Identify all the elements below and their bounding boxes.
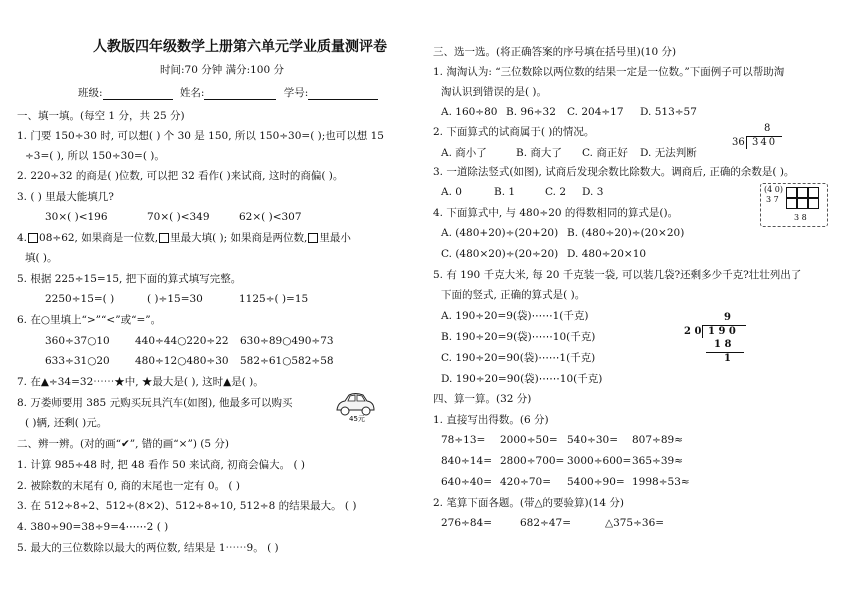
- option: B. 190÷20=9(袋)⋯⋯10(千克): [441, 331, 596, 343]
- fill-q3-item: 70×( )<349: [147, 211, 210, 223]
- digit-box: [786, 187, 797, 198]
- section-3-heading: 三、选一选。(将正确答案的序号填在括号里)(10 分): [433, 46, 677, 58]
- q4-number: 4.: [17, 232, 28, 244]
- division-figure-q3: [760, 183, 828, 227]
- fill-q5: 5. 根据 225÷15=15, 把下面的算式填写完整。: [17, 273, 242, 285]
- divisor: 36: [732, 137, 745, 148]
- division-bracket: [702, 325, 703, 338]
- choose-q5-line1: 5. 有 190 千克大米, 每 20 千克装一袋, 可以装几袋?还剩多少千克?壮壮列出了: [433, 269, 802, 281]
- oral-calc: 365÷39≈: [632, 455, 683, 467]
- calc-q2: 2. 笔算下面各题。(带△的要验算)(14 分): [433, 497, 625, 509]
- blank-square-icon: [159, 233, 169, 243]
- option: A. 0: [441, 186, 462, 198]
- option: C. (480×20)÷(20÷20): [441, 248, 559, 260]
- division-bracket: [746, 136, 747, 149]
- name-label: 姓名:: [179, 87, 205, 99]
- option: C. 204÷17: [567, 106, 624, 118]
- option: C. 190÷20=90(袋)⋯⋯1(千克): [441, 352, 596, 364]
- quotient-digit: 9: [724, 312, 731, 323]
- oral-calc: 3000÷600=: [567, 455, 632, 467]
- section-1-heading: 一、填一填。(每空 1 分，共 25 分): [17, 110, 185, 122]
- car-price: 45元: [349, 415, 365, 422]
- option: B. 1: [494, 186, 516, 198]
- fill-q5-item: 2250÷15=( ): [45, 293, 115, 305]
- fill-q2: 2. 220÷32 的商是( )位数, 可以把 32 看作( )来试商, 这时的商偏( )。: [17, 170, 344, 182]
- judge-q4: 4. 380÷90=38÷9=4⋯⋯2 ( ): [17, 521, 169, 533]
- compare-item: 630÷89○490÷73: [240, 335, 334, 347]
- class-label: 班级:: [78, 87, 103, 99]
- oral-calc: 807÷89≈: [632, 434, 683, 446]
- class-field: [78, 87, 378, 100]
- toy-car-image: [333, 388, 377, 422]
- oral-calc: 5400÷90=: [567, 476, 625, 488]
- fill-q3-item: 30×( )<196: [45, 211, 108, 223]
- q4-text-b: 里最大填( ); 如果商是两位数,: [170, 232, 308, 244]
- option: B. 96÷32: [506, 106, 556, 118]
- fill-q5-item: 1125÷( )=15: [239, 293, 309, 305]
- digit-box: [797, 198, 808, 209]
- oral-calc: 540÷30=: [567, 434, 618, 446]
- id-blank[interactable]: [308, 88, 378, 100]
- compare-item: 360÷37○10: [45, 335, 110, 347]
- oral-calc: 1998÷53≈: [632, 476, 690, 488]
- option: D. 480÷20×10: [567, 248, 647, 260]
- fill-q6: 6. 在○里填上“>”“<”或“=”。: [17, 314, 162, 326]
- choose-q2: 2. 下面算式的试商属于( )的情况。: [433, 126, 595, 138]
- judge-q5: 5. 最大的三位数除以最大的两位数, 结果是 1⋯⋯9。 ( ): [17, 542, 279, 554]
- option: D. 190÷20=90(袋)⋯⋯10(千克): [441, 373, 603, 385]
- digit-box: [808, 187, 819, 198]
- option: D. 513÷57: [640, 106, 697, 118]
- oral-calc: 78÷13=: [441, 434, 486, 446]
- fill-q4-line1: [17, 232, 351, 245]
- option: A. 160÷80: [441, 106, 498, 118]
- oral-calc: 420÷70=: [500, 476, 551, 488]
- quotient-digit: 8: [764, 123, 771, 134]
- digit-box: [808, 198, 819, 209]
- oral-calc: 2800÷700=: [500, 455, 565, 467]
- compare-item: 582÷61○582÷58: [240, 355, 334, 367]
- option: B. 商大了: [516, 147, 562, 159]
- digit-box: [797, 187, 808, 198]
- fill-q7: 7. 在▲÷34=32⋯⋯★中, ★最大是( ), 这时▲是( )。: [17, 376, 264, 388]
- fig-divisor: 3 7: [766, 195, 779, 204]
- option: C. 商正好: [582, 147, 628, 159]
- dividend: 340: [752, 137, 778, 148]
- calc-q1: 1. 直接写出得数。(6 分): [433, 414, 549, 426]
- id-label: 学号:: [283, 87, 309, 99]
- fig-bottom-label: 3 8: [794, 213, 807, 222]
- blank-square-icon: [308, 233, 318, 243]
- division-figure-q5: [680, 312, 760, 368]
- compare-item: 633÷31○20: [45, 355, 110, 367]
- option: D. 3: [582, 186, 604, 198]
- choose-q5-line2: 下面的竖式, 正确的算式是( )。: [441, 289, 586, 301]
- fill-q1-line2: ÷3=( ), 所以 150÷30=( )。: [25, 150, 165, 162]
- fill-q4-line2: 填( )。: [25, 252, 58, 264]
- option: A. 190÷20=9(袋)⋯⋯1(千克): [441, 310, 589, 322]
- written-calc: 682÷47=: [520, 517, 571, 529]
- division-figure-q2: [730, 123, 790, 153]
- dividend: 1 9 0: [708, 326, 736, 337]
- fill-q5-item: ( )÷15=30: [147, 293, 203, 305]
- q4-text-a: 08÷62, 如果商是一位数,: [39, 232, 159, 244]
- oral-calc: 640÷40=: [441, 476, 492, 488]
- option: D. 无法判断: [640, 147, 697, 159]
- option: B. (480÷20)÷(20×20): [567, 227, 685, 239]
- option: A. (480+20)÷(20+20): [441, 227, 559, 239]
- option: C. 2: [545, 186, 567, 198]
- partial-product: 1 8: [714, 339, 732, 350]
- class-blank[interactable]: [103, 88, 173, 100]
- fig-top-label: (4 0): [764, 185, 783, 194]
- judge-q1: 1. 计算 985÷48 时, 把 48 看作 50 来试商, 初商会偏大。 ( ): [17, 459, 306, 471]
- section-2-heading: 二、辨一辨。(对的画“✔”, 错的画“×”) (5 分): [17, 438, 229, 450]
- choose-q1-line1: 1. 淘淘认为: “三位数除以两位数的结果一定是一位数。”下面例子可以帮助淘: [433, 66, 785, 78]
- fill-q8-line1: 8. 万娄师要用 385 元购买玩具汽车(如图), 他最多可以购买: [17, 397, 293, 409]
- oral-calc: 840÷14=: [441, 455, 492, 467]
- fill-q3: 3. ( ) 里最大能填几?: [17, 191, 114, 203]
- divisor: 2 0: [684, 326, 702, 337]
- choose-q1-line2: 淘认识到错误的是( )。: [441, 86, 548, 98]
- judge-q2: 2. 被除数的末尾有 0, 商的末尾也一定有 0。 ( ): [17, 480, 240, 492]
- digit-box: [786, 198, 797, 209]
- compare-item: 480÷12○480÷30: [135, 355, 229, 367]
- fill-q8-line2: ( )辆, 还剩( )元。: [25, 417, 108, 429]
- compare-item: 440÷44○220÷22: [135, 335, 229, 347]
- fill-q1-line1: 1. 门要 150÷30 时, 可以想( ) 个 30 是 150, 所以 150÷30=( );也可以想 15: [17, 130, 384, 142]
- oral-calc: 2000÷50=: [500, 434, 558, 446]
- page-title: 人教版四年级数学上册第六单元学业质量测评卷: [93, 39, 387, 55]
- time-score: 时间:70 分钟 满分:100 分: [160, 64, 284, 76]
- judge-q3: 3. 在 512÷8÷2、512÷(8×2)、512÷8÷10, 512÷8 的结果最大。 ( ): [17, 500, 357, 512]
- written-calc: △375÷36=: [605, 517, 665, 529]
- blank-square-icon: [28, 233, 38, 243]
- remainder: 1: [724, 353, 731, 364]
- option: A. 商小了: [441, 147, 487, 159]
- fill-q3-item: 62×( )<307: [239, 211, 302, 223]
- name-blank[interactable]: [204, 88, 276, 100]
- q4-text-c: 里最小: [319, 232, 351, 244]
- written-calc: 276÷84=: [441, 517, 492, 529]
- section-4-heading: 四、算一算。(32 分): [433, 393, 532, 405]
- choose-q4: 4. 下面算式中, 与 480÷20 的得数相同的算式是()。: [433, 207, 679, 219]
- choose-q3: 3. 一道除法竖式(如图), 试商后发现余数比除数大。调商后, 正确的余数是( )。: [433, 166, 795, 178]
